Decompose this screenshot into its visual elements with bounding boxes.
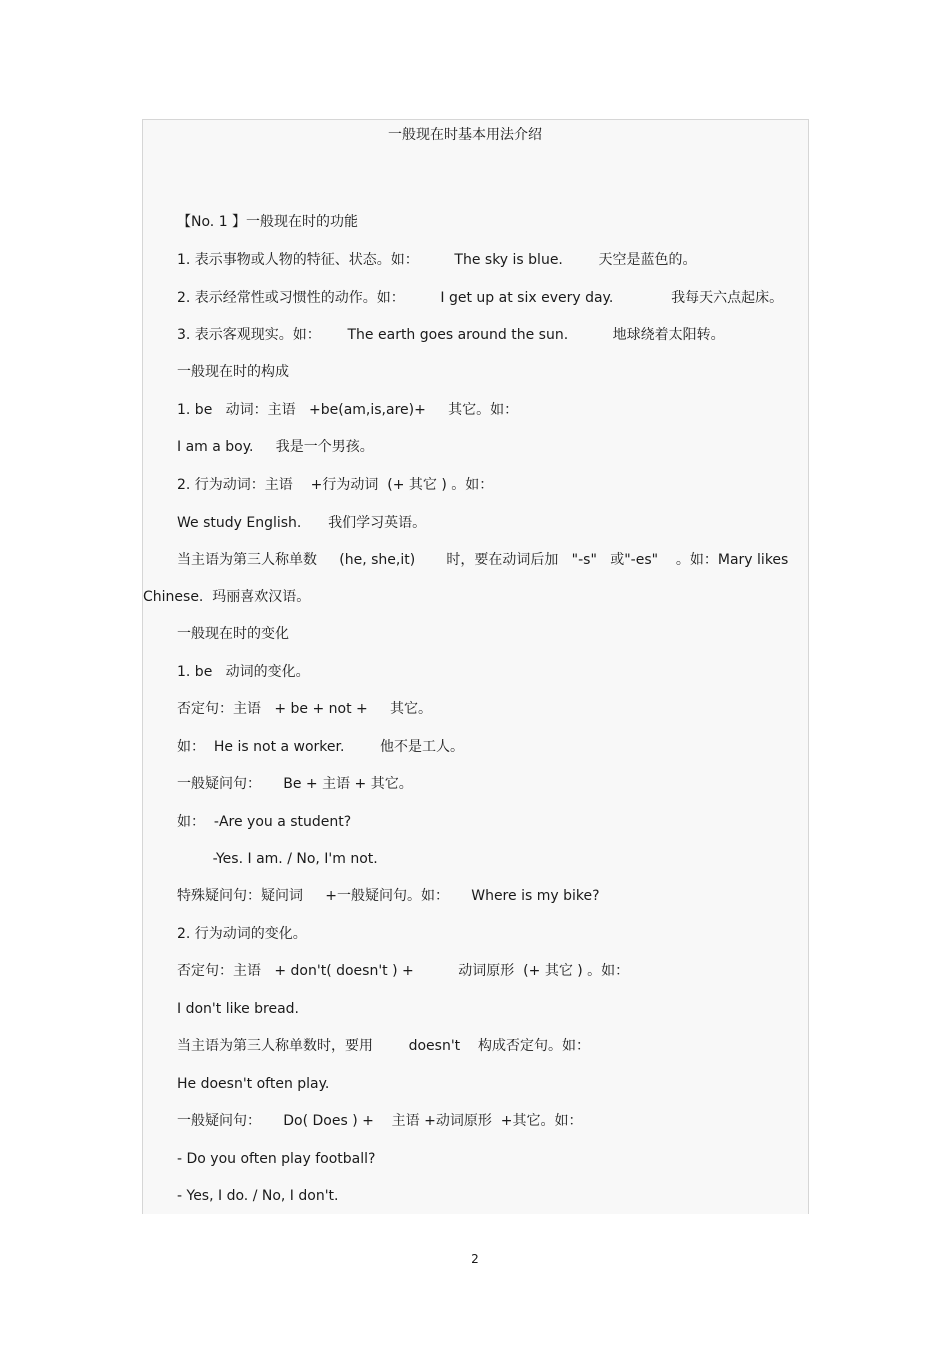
text-line: 2. 行为动词的变化。 <box>177 926 307 942</box>
text-line: 如： -Are you a student? <box>177 814 352 830</box>
text-line: -Yes. I am. / No, I'm not. <box>177 851 378 867</box>
text-line: 2. 表示经常性或习惯性的动作。如： I get up at six every day. 我每天六点起床。 <box>177 290 784 306</box>
text-line: I am a boy. 我是一个男孩。 <box>177 439 374 455</box>
text-line: 一般疑问句： Be + 主语 + 其它。 <box>177 776 413 792</box>
text-line: 否定句：主语 + don't( doesn't ) + 动词原形 (+ 其它 ) 。如： <box>177 963 630 979</box>
text-line: 1. be 动词的变化。 <box>177 664 310 680</box>
page-number: 2 <box>471 1252 479 1266</box>
text-line: 特殊疑问句：疑问词 +一般疑问句。如： Where is my bike? <box>177 888 600 904</box>
text-line: 当主语为第三人称单数 (he, she,it) 时，要在动词后加 "-s" 或"-es" 。如：Mary likes <box>177 552 789 568</box>
text-line: 否定句：主语 + be + not + 其它。 <box>177 701 433 717</box>
text-line: 一般现在时的变化 <box>177 626 289 642</box>
text-line: 1. be 动词：主语 +be(am,is,are)+ 其它。如： <box>177 402 519 418</box>
text-line: 3. 表示客观现实。如： The earth goes around the sun. 地球绕着太阳转。 <box>177 327 725 343</box>
text-line: 如： He is not a worker. 他不是工人。 <box>177 739 465 755</box>
text-line: 2. 行为动词：主语 +行为动词 (+ 其它 ) 。如： <box>177 477 494 493</box>
text-line: 1. 表示事物或人物的特征、状态。如： The sky is blue. 天空是蓝色的。 <box>177 252 697 268</box>
text-line: I don't like bread. <box>177 1001 300 1017</box>
text-line: 一般现在时的构成 <box>177 364 289 380</box>
text-line: - Do you often play football? <box>177 1151 376 1167</box>
text-line: 一般疑问句： Do( Does ) + 主语 +动词原形 +其它。如： <box>177 1113 583 1129</box>
page-title: 一般现在时基本用法介绍 <box>388 127 542 143</box>
text-line: Chinese. 玛丽喜欢汉语。 <box>143 589 311 605</box>
text-line: 当主语为第三人称单数时，要用 doesn't 构成否定句。如： <box>177 1038 590 1054</box>
text-line: 【No. 1 】一般现在时的功能 <box>177 214 359 230</box>
text-line: He doesn't often play. <box>177 1076 330 1092</box>
text-line: We study English. 我们学习英语。 <box>177 515 427 531</box>
text-line: - Yes, I do. / No, I don't. <box>177 1188 339 1204</box>
